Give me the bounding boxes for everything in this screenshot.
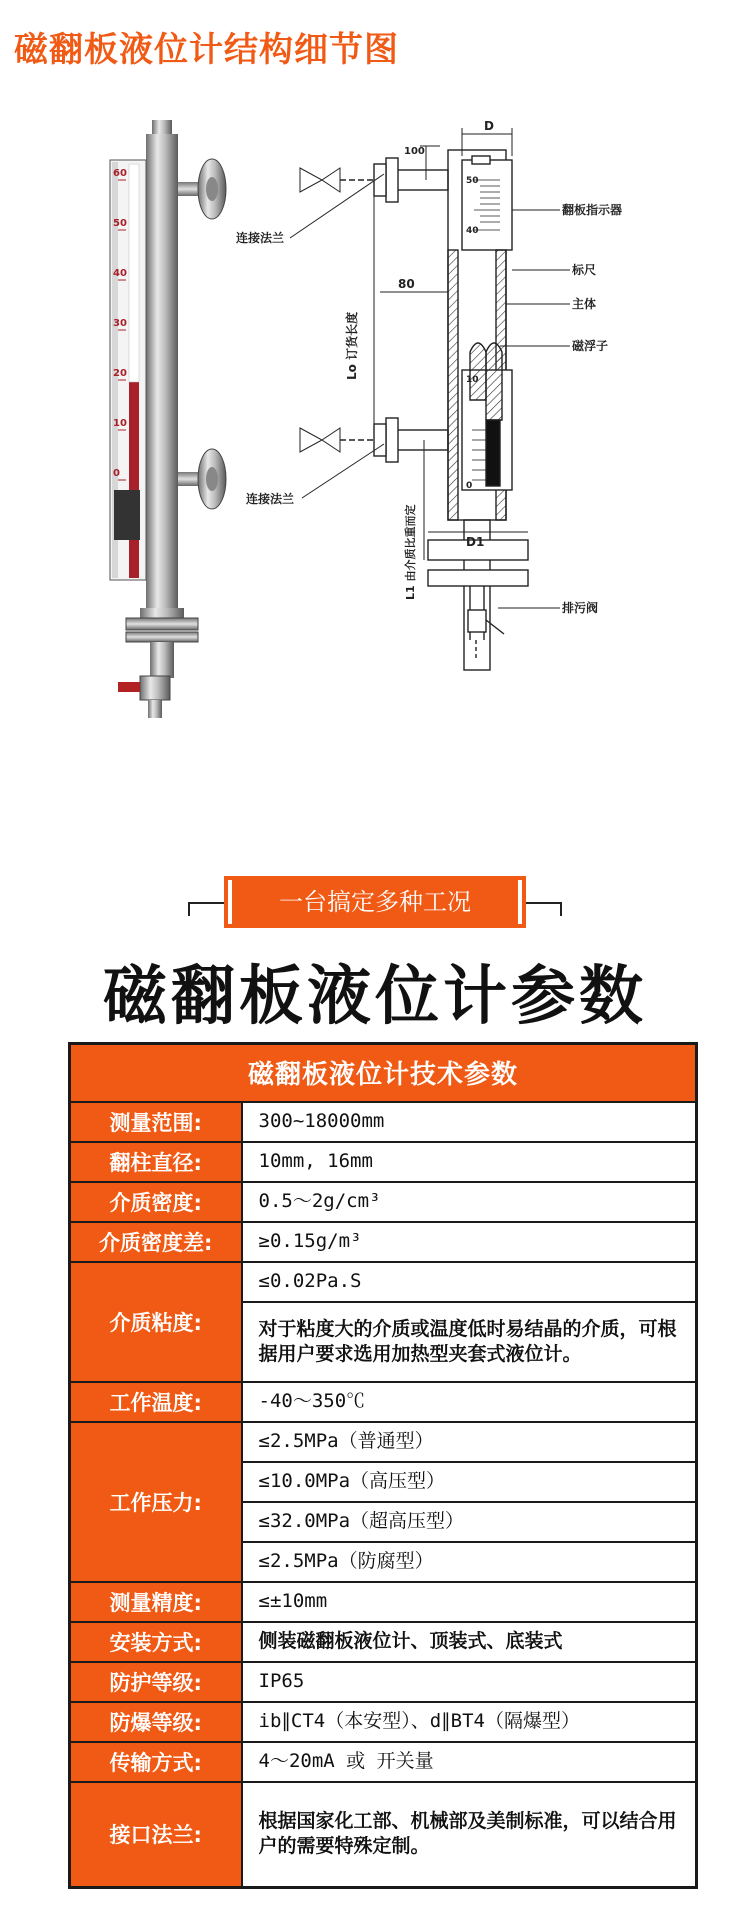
photo-scale-40: 40 — [113, 268, 127, 279]
spec-key-range: 测量范围: — [70, 1102, 242, 1142]
spec-val-pressure-3: ≤32.0MPa（超高压型） — [242, 1502, 697, 1542]
photo-scale-10: 10 — [113, 418, 127, 429]
spec-val-output: 4～20mA 或 开关量 — [242, 1742, 697, 1782]
spec-key-density: 介质密度: — [70, 1182, 242, 1222]
spec-val-viscosity-1: ≤0.02Pa.S — [242, 1262, 697, 1302]
spec-key-explosion: 防爆等级: — [70, 1702, 242, 1742]
photo-scale-50: 50 — [113, 218, 127, 229]
table-row — [70, 1222, 697, 1262]
dim-100-label: 100 — [404, 146, 425, 157]
spec-key-install: 安装方式: — [70, 1622, 242, 1662]
table-row — [70, 1422, 697, 1462]
table-row — [70, 1622, 697, 1662]
photo-scale-0: 0 — [113, 468, 120, 479]
spec-key-protection: 防护等级: — [70, 1662, 242, 1702]
photo-scale-30: 30 — [113, 318, 127, 329]
dim-d1-label: D1 — [466, 535, 485, 549]
dim-l1-label: L1 由介质比重而定 — [404, 504, 417, 600]
page-title: 磁翻板液位计结构细节图 — [14, 30, 399, 70]
spec-val-explosion: ib∥CT4（本安型）、d∥BT4（隔爆型） — [242, 1702, 697, 1742]
spec-val-density: 0.5～2g/cm³ — [242, 1182, 697, 1222]
spec-val-protection: IP65 — [242, 1662, 697, 1702]
photo-scale-60: 60 — [113, 168, 127, 179]
spec-val-pressure-4: ≤2.5MPa（防腐型） — [242, 1542, 697, 1582]
spec-key-viscosity: 介质粘度: — [70, 1262, 242, 1382]
label-body: 主体 — [572, 297, 597, 311]
dim-80-label: 80 — [398, 277, 415, 291]
table-row — [70, 1102, 697, 1142]
scale-50-top: 50 — [466, 176, 479, 186]
table-row — [70, 1662, 697, 1702]
table-row — [70, 1142, 697, 1182]
spec-key-accuracy: 测量精度: — [70, 1582, 242, 1622]
table-row — [70, 1382, 697, 1422]
spec-table-header — [70, 1044, 697, 1102]
label-float: 磁浮子 — [572, 339, 609, 353]
scale-0-bottom: 0 — [466, 481, 473, 491]
spec-key-flange: 接口法兰: — [70, 1782, 242, 1888]
dim-lo-label: Lo 订货长度 — [345, 311, 359, 380]
spec-key-temperature: 工作温度: — [70, 1382, 242, 1422]
spec-key-pressure: 工作压力: — [70, 1422, 242, 1582]
table-row — [70, 1182, 697, 1222]
scale-40-top: 40 — [466, 226, 479, 236]
label-drain: 排污阀 — [562, 601, 599, 615]
label-flange-bottom: 连接法兰 — [246, 492, 295, 506]
scale-10-bottom: 10 — [466, 375, 479, 385]
technical-drawing — [290, 128, 570, 670]
spec-val-flange: 根据国家化工部、机械部及美制标准，可以结合用户的需要特殊定制。 — [242, 1782, 697, 1888]
label-indicator: 翻板指示器 — [562, 203, 623, 217]
banner-line-left — [188, 902, 228, 904]
spec-key-density-diff: 介质密度差: — [70, 1222, 242, 1262]
table-row — [70, 1702, 697, 1742]
banner-line-right — [522, 902, 562, 904]
spec-key-output: 传输方式: — [70, 1742, 242, 1782]
banner-tick-right — [560, 902, 562, 916]
table-row — [70, 1582, 697, 1622]
spec-val-density-diff: ≥0.15g/m³ — [242, 1222, 697, 1262]
banner-label: 一台搞定多种工况 — [228, 880, 522, 924]
spec-heading: 磁翻板液位计技术参数 — [70, 1044, 697, 1102]
spec-val-pressure-2: ≤10.0MPa（高压型） — [242, 1462, 697, 1502]
table-row — [70, 1782, 697, 1888]
banner-section — [0, 880, 750, 940]
table-row — [70, 1262, 697, 1302]
dim-d-label: D — [484, 120, 494, 133]
label-scale: 标尺 — [572, 263, 597, 277]
table-row — [70, 1742, 697, 1782]
spec-val-viscosity-2: 对于粘度大的介质或温度低时易结晶的介质，可根据用户要求选用加热型夹套式液位计。 — [242, 1302, 697, 1382]
section-title: 磁翻板液位计参数 — [103, 960, 647, 1034]
structure-diagram — [0, 120, 750, 840]
banner-tick-left — [188, 902, 190, 916]
spec-val-diameter: 10mm, 16mm — [242, 1142, 697, 1182]
photo-scale-20: 20 — [113, 368, 127, 379]
spec-val-temperature: -40～350℃ — [242, 1382, 697, 1422]
spec-val-range: 300~18000mm — [242, 1102, 697, 1142]
spec-val-pressure-1: ≤2.5MPa（普通型） — [242, 1422, 697, 1462]
label-flange-top: 连接法兰 — [236, 231, 285, 245]
spec-table — [68, 1042, 698, 1889]
spec-key-diameter: 翻柱直径: — [70, 1142, 242, 1182]
device-photo — [110, 120, 226, 718]
spec-val-accuracy: ≤±10mm — [242, 1582, 697, 1622]
spec-val-install: 侧装磁翻板液位计、顶装式、底装式 — [242, 1622, 697, 1662]
